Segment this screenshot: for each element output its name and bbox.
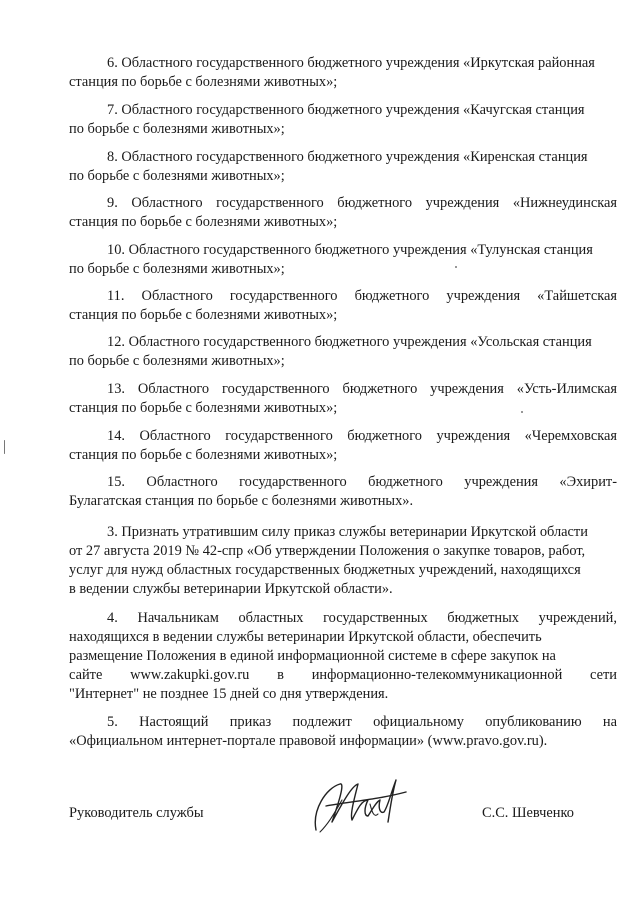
item-line-1: 15. Областного государственного бюджетного учреждения «Эхирит-: [107, 474, 617, 490]
signature-role: Руководитель службы: [69, 805, 204, 821]
item-line-2: станция по борьбе с болезнями животных»;: [69, 74, 338, 90]
list-item: [69, 194, 617, 232]
item-line-2: по борьбе с болезнями животных»;: [69, 261, 285, 277]
paragraph-line: 4. Начальникам областных государственных бюджетных учреждений,: [107, 610, 617, 626]
item-line-1: 10. Областного государственного бюджетного учреждения «Тулунская станция: [107, 242, 593, 258]
handwritten-signature: [306, 770, 414, 842]
paragraph-line: услуг для нужд областных государственных бюджетных учреждений, находящихся: [69, 562, 581, 578]
item-line-1: 11. Областного государственного бюджетного учреждения «Тайшетская: [107, 288, 617, 304]
item-line-2: станция по борьбе с болезнями животных»;: [69, 400, 338, 416]
paragraph-point-3: [69, 523, 617, 599]
scan-edge-mark: [4, 440, 5, 454]
item-line-2: станция по борьбе с болезнями животных»;: [69, 307, 338, 323]
list-item: [69, 287, 617, 325]
paragraph-line: "Интернет" не позднее 15 дней со дня утверждения.: [69, 686, 389, 702]
paragraph-line: от 27 августа 2019 № 42-спр «Об утверждении Положения о закупке товаров, работ,: [69, 543, 586, 559]
paragraph-point-5: [69, 713, 617, 751]
list-item: [69, 473, 617, 511]
paragraph-line: размещение Положения в единой информационной системе в сфере закупок на: [69, 648, 556, 664]
item-line-2: по борьбе с болезнями животных»;: [69, 121, 285, 137]
paragraph-line: в ведении службы ветеринарии Иркутской области».: [69, 581, 393, 597]
list-item: [69, 148, 617, 186]
list-item: [69, 380, 617, 418]
scan-speck: [455, 266, 457, 268]
item-line-1: 14. Областного государственного бюджетного учреждения «Черемховская: [107, 428, 617, 444]
item-line-1: 9. Областного государственного бюджетного учреждения «Нижнеудинская: [107, 195, 617, 211]
paragraph-line: сайте www.zakupki.gov.ru в информационно-телекоммуникационной сети: [69, 667, 617, 683]
list-item: [69, 427, 617, 465]
item-line-2: Булагатская станция по борьбе с болезнями животных».: [69, 493, 414, 509]
paragraph-point-4: [69, 609, 617, 704]
paragraph-line: 3. Признать утратившим силу приказ службы ветеринарии Иркутской области: [107, 524, 588, 540]
scan-speck: [521, 411, 523, 413]
list-item: [69, 333, 617, 371]
paragraph-line: 5. Настоящий приказ подлежит официальному опубликованию на: [107, 714, 617, 730]
item-line-2: станция по борьбе с болезнями животных»;: [69, 214, 338, 230]
list-item: [69, 241, 617, 279]
item-line-1: 8. Областного государственного бюджетного учреждения «Киренская станция: [107, 149, 588, 165]
list-item: [69, 101, 617, 139]
item-line-1: 6. Областного государственного бюджетного учреждения «Иркутская районная: [107, 55, 595, 71]
paragraph-line: «Официальном интернет-портале правовой информации» (www.pravo.gov.ru).: [69, 733, 548, 749]
item-line-1: 12. Областного государственного бюджетного учреждения «Усольская станция: [107, 334, 592, 350]
item-line-2: станция по борьбе с болезнями животных»;: [69, 447, 338, 463]
item-line-2: по борьбе с болезнями животных»;: [69, 353, 285, 369]
paragraph-line: находящихся в ведении службы ветеринарии Иркутской области, обеспечить: [69, 629, 542, 645]
item-line-1: 13. Областного государственного бюджетного учреждения «Усть-Илимская: [107, 381, 617, 397]
signature-name: С.С. Шевченко: [482, 805, 574, 821]
item-line-2: по борьбе с болезнями животных»;: [69, 168, 285, 184]
list-item: [69, 54, 617, 92]
item-line-1: 7. Областного государственного бюджетного учреждения «Качугская станция: [107, 102, 585, 118]
